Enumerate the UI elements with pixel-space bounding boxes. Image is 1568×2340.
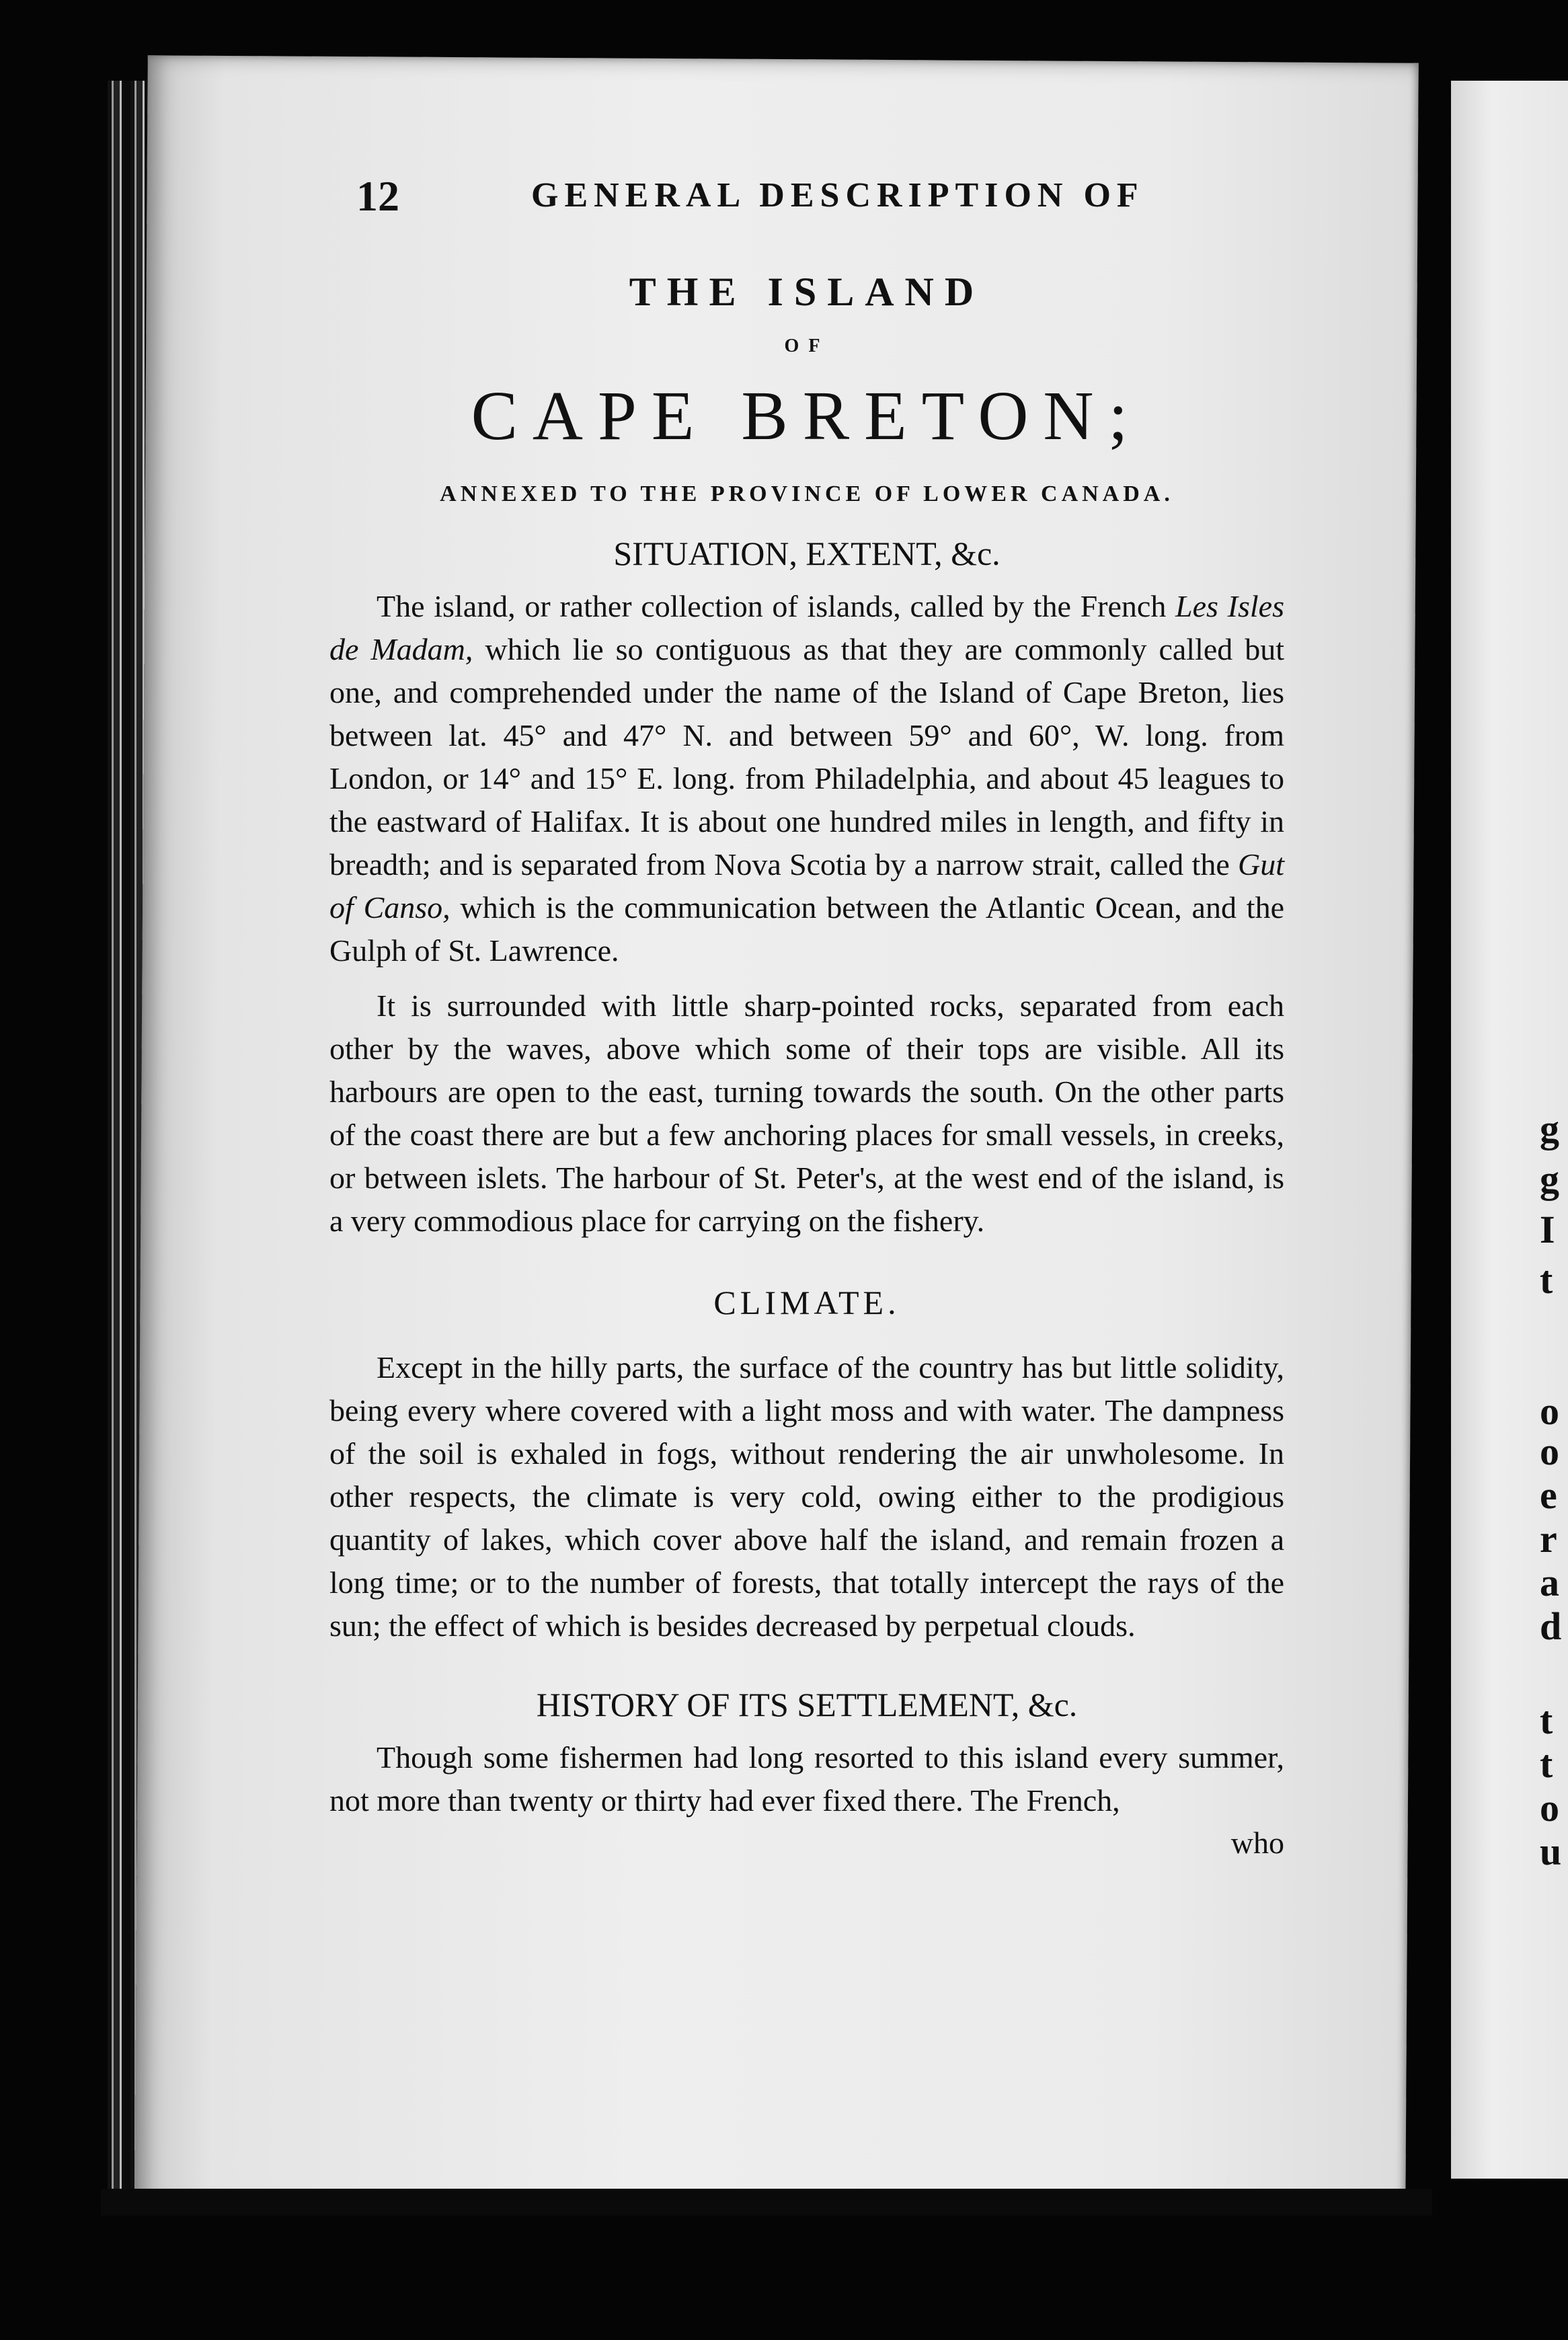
page-content [329,171,1284,1861]
page-number: 12 [356,172,399,220]
paragraph-history: Though some fishermen had long resorted to this island every summer, not more than twenty or thirty had ever fixed there. The French, [329,1740,1284,1818]
title-line-of: OF [784,336,830,356]
text-run: which is the communication between the Atlantic Ocean, and the Gulph of St. Lawrence. [329,890,1284,968]
facing-fragment: g [1540,1157,1559,1201]
title-line-island: THE ISLAND [629,270,985,314]
catchword: who [1230,1826,1284,1860]
paragraph-climate: Except in the hilly parts, the surface of the country has but little solidity, being every where covered with a light moss and with water. The dampness of the soil is exhaled in fogs, without rendering the air unwholesome. In other respects, the climate is very cold, owing either to the prodigious quantity of lakes, which cover above half the island, and remain frozen a long time; or to the number of forests, that totally intercept the rays of the sun; the effect of which is besides decreased by perpetual clouds. [329,1350,1284,1643]
section-heading-history: HISTORY OF ITS SETTLEMENT, &c. [536,1686,1078,1723]
section-heading-climate: CLIMATE. [713,1284,900,1321]
facing-fragment: o [1540,1786,1559,1830]
page-shadow [101,2189,1432,2216]
text-run: The island, or rather collection of islands, called by the French [377,589,1176,623]
italic-name: Les Isles de Madam, [329,589,1284,666]
italic-name: Gut of Canso, [329,847,1284,925]
running-title: GENERAL DESCRIPTION OF [531,176,1144,214]
facing-fragment: I [1540,1208,1555,1251]
facing-fragment: o [1540,1389,1559,1433]
title-line-annexed: ANNEXED TO THE PROVINCE OF LOWER CANADA. [440,481,1174,506]
paragraph-situation-1 [329,585,1284,972]
facing-fragment: d [1540,1604,1562,1648]
facing-fragment: t [1540,1699,1553,1742]
text-run: which lie so contiguous as that they are commonly called but one, and comprehended under the name of the Island of Cape Breton, lies between lat. 45° and 47° N. and between 59° and 60°, W. long. from London, or 14° and 15° E. long. from Philadelphia, and about 45 leagues to the eastward of Halifax. It is about one hundred miles in length, and fifty in breadth; and is separated from Nova Scotia by a narrow strait, called the [329,632,1284,882]
facing-fragment: g [1540,1107,1559,1150]
facing-fragment: a [1540,1561,1559,1604]
running-head [329,171,1284,232]
facing-fragment: o [1540,1430,1559,1473]
facing-fragment: t [1540,1258,1553,1302]
title-line-cape-breton: CAPE BRETON; [471,377,1143,455]
paragraph-situation-2: It is surrounded with little sharp-pointed rocks, separated from each other by the waves, above which some of their tops are visible. All its harbours are open to the east, turning towards the south. On the other parts of the coast there are but a few anchoring places for small vessels, in creeks, or between islets. The harbour of St. Peter's, at the west end of the island, is a very commodious place for carrying on the fishery. [329,988,1284,1238]
section-heading-situation: SITUATION, EXTENT, &c. [613,535,1001,572]
facing-fragment: t [1540,1742,1553,1786]
facing-fragment: r [1540,1517,1557,1561]
facing-fragment: e [1540,1473,1557,1517]
facing-fragment: u [1540,1830,1562,1873]
